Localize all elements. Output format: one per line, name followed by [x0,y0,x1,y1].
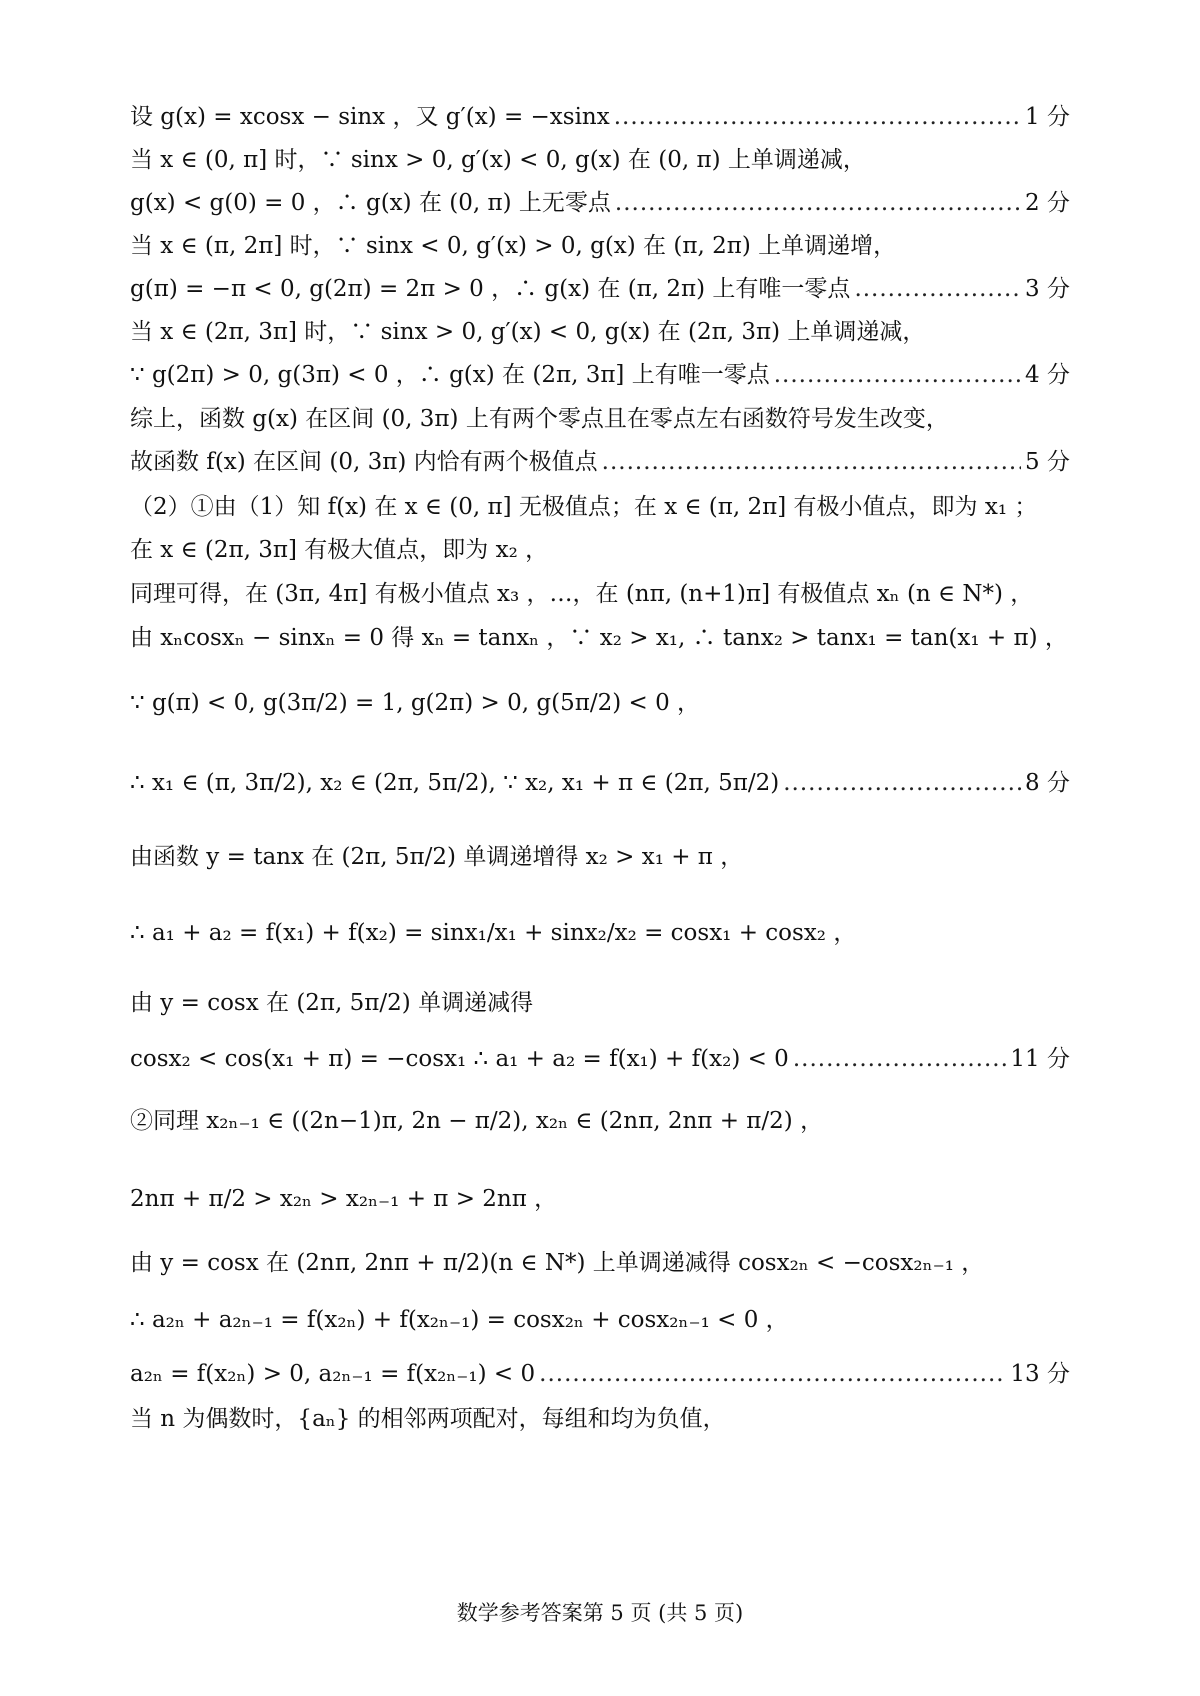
score-mark: 8 分 [1025,770,1070,796]
leader-dots [614,100,1021,134]
solution-line: 在 x ∈ (2π, 3π] 有极大值点，即为 x₂ ， [130,537,549,563]
solution-line: 设 g(x) = xcosx − sinx ，又 g′(x) = −xsinx ..... 1 分 [130,100,1070,134]
leader-dots [539,1357,1006,1391]
score-mark: 1 分 [1025,104,1070,130]
solution-line: g(x) < g(0) = 0 ，∴ g(x) 在 (0, π) 上无零点 ..... 2 分 [130,186,1070,220]
leader-dots [602,445,1021,479]
solution-line: （2）①由（1）知 f(x) 在 x ∈ (0, π] 无极值点；在 x ∈ (π, 2π] 有极小值点，即为 x₁ ； [130,494,1038,520]
score-mark: 4 分 [1025,362,1070,388]
solution-line: ∴ a₁ + a₂ = f(x₁) + f(x₂) = sinx₁/x₁ + sinx₂/x₂ = cosx₁ + cosx₂ ， [130,920,857,946]
solution-line: 由 y = cosx 在 (2π, 5π/2) 单调递减得 [130,990,534,1016]
solution-line: 当 x ∈ (0, π] 时，∵ sinx > 0, g′(x) < 0, g(x) 在 (0, π) 上单调递减， [130,147,866,173]
solution-line: 故函数 f(x) 在区间 (0, 3π) 内恰有两个极值点 ..... 5 分 [130,445,1070,479]
solution-line: ∵ g(π) < 0, g(3π/2) = 1, g(2π) > 0, g(5π/2) < 0 ， [130,690,701,716]
solution-line: 由函数 y = tanx 在 (2π, 5π/2) 单调递增得 x₂ > x₁ + π ， [130,844,744,870]
page-footer: 数学参考答案第 5 页 (共 5 页) [456,1601,744,1625]
solution-line: ∴ a₂ₙ + a₂ₙ₋₁ = f(x₂ₙ) + f(x₂ₙ₋₁) = cosx₂ₙ + cosx₂ₙ₋₁ < 0 ， [130,1307,789,1333]
solution-line: ∵ g(2π) > 0, g(3π) < 0 ，∴ g(x) 在 (2π, 3π] 上有唯一零点 ..... 4 分 [130,358,1070,392]
score-mark: 5 分 [1025,449,1070,475]
solution-line: 当 x ∈ (2π, 3π] 时，∵ sinx > 0, g′(x) < 0, g(x) 在 (2π, 3π) 上单调递减， [130,319,926,345]
solution-line: cosx₂ < cos(x₁ + π) = −cosx₁ ∴ a₁ + a₂ = f(x₁) + f(x₂) < 0 ..... 11 分 [130,1042,1070,1076]
solution-line: a₂ₙ = f(x₂ₙ) > 0, a₂ₙ₋₁ = f(x₂ₙ₋₁) < 0 ..... 13 分 [130,1357,1070,1391]
solution-line: ∴ x₁ ∈ (π, 3π/2), x₂ ∈ (2π, 5π/2), ∵ x₂, x₁ + π ∈ (2π, 5π/2) ..... 8 分 [130,766,1070,800]
solution-line: 同理可得，在 (3π, 4π] 有极小值点 x₃ ，…，在 (nπ, (n+1)π] 有极值点 xₙ (n ∈ N*) ， [130,581,1034,607]
solution-line: g(π) = −π < 0, g(2π) = 2π > 0 ，∴ g(x) 在 (π, 2π) 上有唯一零点 ..... 3 分 [130,272,1070,306]
solution-line: ②同理 x₂ₙ₋₁ ∈ ((2n−1)π, 2n − π/2), x₂ₙ ∈ (2nπ, 2nπ + π/2) ， [130,1108,824,1134]
score-mark: 3 分 [1025,276,1070,302]
leader-dots [774,358,1021,392]
score-mark: 2 分 [1025,190,1070,216]
solution-line: 综上，函数 g(x) 在区间 (0, 3π) 上有两个零点且在零点左右函数符号发生改变， [130,406,949,432]
solution-line: 由 xₙcosxₙ − sinxₙ = 0 得 xₙ = tanxₙ ，∵ x₂ > x₁, ∴ tanx₂ > tanx₁ = tan(x₁ + π) ， [130,625,1068,651]
leader-dots [854,272,1021,306]
score-mark: 11 分 [1010,1046,1070,1072]
solution-line: 2nπ + π/2 > x₂ₙ > x₂ₙ₋₁ + π > 2nπ ， [130,1186,558,1212]
leader-dots [783,766,1021,800]
solution-line: 当 x ∈ (π, 2π] 时，∵ sinx < 0, g′(x) > 0, g(x) 在 (π, 2π) 上单调递增， [130,233,897,259]
solution-line: 当 n 为偶数时，{aₙ} 的相邻两项配对，每组和均为负值， [130,1406,726,1432]
leader-dots [793,1042,1007,1076]
score-mark: 13 分 [1010,1361,1070,1387]
solution-line: 由 y = cosx 在 (2nπ, 2nπ + π/2)(n ∈ N*) 上单调递减得 cosx₂ₙ < −cosx₂ₙ₋₁ ， [130,1250,985,1276]
leader-dots [615,186,1021,220]
